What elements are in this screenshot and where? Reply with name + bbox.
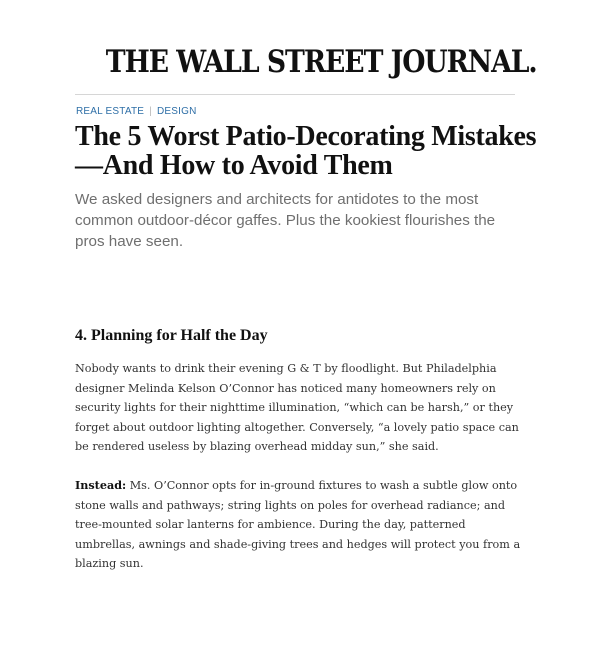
article-dek: We asked designers and architects for antidotes to the most common outdoor-décor gaffes. Plus the kookiest flourishes the pros have seen. — [75, 191, 496, 250]
paragraph-lead-label: Instead: — [75, 478, 127, 492]
masthead-logo[interactable]: THE WALL STREET JOURNAL. — [105, 44, 537, 80]
body-paragraph-instead — [75, 476, 525, 574]
category-link-design[interactable]: DESIGN — [156, 106, 197, 117]
section-heading: 4. Planning for Half the Day — [75, 327, 268, 344]
category-separator: | — [149, 106, 152, 117]
body-paragraph: Nobody wants to drink their evening G & T by floodlight. But Philadelphia designer Melinda Kelson O’Connor has noticed many homeowners rely on security lights for their nighttime illumination, “which can be harsh,” or they forget about outdoor lighting altogether. Conversely, “a lovely patio space can be rendered useless by blazing overhead midday sun,” she said. — [75, 362, 519, 453]
category-link-real-estate[interactable]: REAL ESTATE — [76, 106, 145, 117]
article-categories — [76, 106, 197, 117]
paragraph-body-text: Ms. O’Connor opts for in-ground fixtures to wash a subtle glow onto stone walls and pathways; string lights on poles for overhead radiance; and tree-mounted solar lanterns for ambience. During the day, patterned umbrellas, awnings and shade-giving trees and hedges will protect you from a blazing sun. — [75, 479, 521, 570]
article-headline: The 5 Worst Patio-Decorating Mistakes—And How to Avoid Them — [75, 121, 537, 181]
masthead-divider — [75, 94, 515, 95]
